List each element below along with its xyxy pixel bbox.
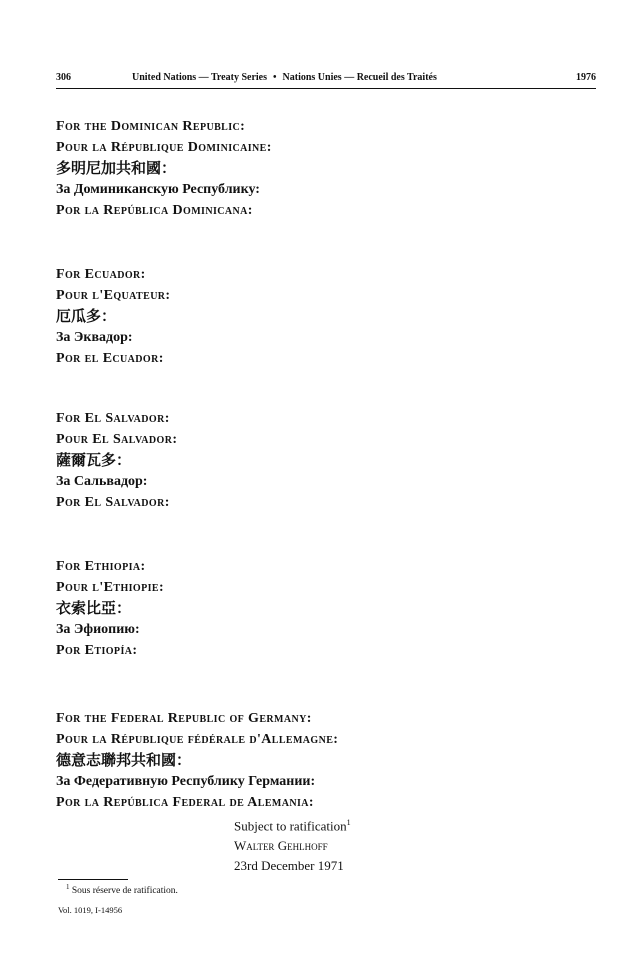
footnote-reference: 1 (346, 818, 351, 827)
signatory-line-es: Por El Salvador: (56, 495, 170, 510)
running-title (132, 72, 437, 83)
signatory-line-fr: Pour l'Equateur: (56, 288, 171, 303)
signatory-name: Walter Gehlhoff (234, 838, 328, 854)
signatory-line-en: For Ethiopia: (56, 559, 146, 574)
signatory-line-es: Por la República Federal de Alemania: (56, 795, 314, 810)
signatory-line-fr: Pour la République fédérale d'Allemagne: (56, 732, 339, 747)
signatory-line-ru: За Эфиопию: (56, 622, 140, 637)
section-ecuador (56, 264, 171, 369)
page-number: 306 (56, 72, 71, 83)
signature-date: 23rd December 1971 (234, 858, 344, 874)
signatory-line-fr: Pour El Salvador: (56, 432, 178, 447)
footnote-text: Sous réserve de ratification. (71, 886, 178, 897)
section-germany (56, 708, 338, 813)
signatory-line-es: Por la República Dominicana: (56, 203, 253, 218)
header-rule (56, 88, 596, 89)
signatory-line-es: Por el Ecuador: (56, 351, 164, 366)
footnote-rule (58, 879, 128, 880)
section-dominican-republic (56, 116, 272, 221)
signatory-line-en: For El Salvador: (56, 411, 170, 426)
signatory-line-fr: Pour la République Dominicaine: (56, 140, 272, 155)
footnote-marker: 1 (66, 883, 70, 891)
signatory-line-zh: 德意志聯邦共和國： (56, 751, 192, 769)
section-ethiopia (56, 556, 164, 661)
signatory-line-ru: За Доминиканскую Республику: (56, 182, 260, 197)
header-year: 1976 (576, 72, 596, 83)
running-title-fr: Nations Unies — Recueil des Traités (282, 72, 437, 83)
running-title-en: United Nations — Treaty Series (132, 72, 267, 83)
signatory-line-fr: Pour l'Ethiopie: (56, 580, 165, 595)
footnote (66, 883, 178, 896)
signatory-line-zh: 多明尼加共和國： (56, 159, 177, 177)
signatory-line-zh: 衣索比亞： (56, 599, 132, 617)
signatory-line-en: For the Dominican Republic: (56, 119, 246, 134)
title-separator: • (273, 72, 277, 83)
signatory-line-ru: За Сальвадор: (56, 474, 148, 489)
signatory-line-zh: 薩爾瓦多： (56, 451, 132, 469)
page-header (56, 72, 596, 88)
signatory-line-en: For the Federal Republic of Germany: (56, 711, 312, 726)
section-el-salvador (56, 408, 177, 513)
signatory-line-ru: За Федеративную Республику Германии: (56, 774, 316, 789)
signatory-line-zh: 厄瓜多： (56, 307, 117, 325)
signatory-line-es: Por Etiopía: (56, 643, 138, 658)
volume-reference: Vol. 1019, I-14956 (58, 905, 123, 915)
signature-block (234, 813, 351, 876)
signatory-line-ru: За Эквадор: (56, 330, 133, 345)
signatory-line-en: For Ecuador: (56, 267, 146, 282)
ratification-note: Subject to ratification$^1$ (234, 818, 351, 834)
